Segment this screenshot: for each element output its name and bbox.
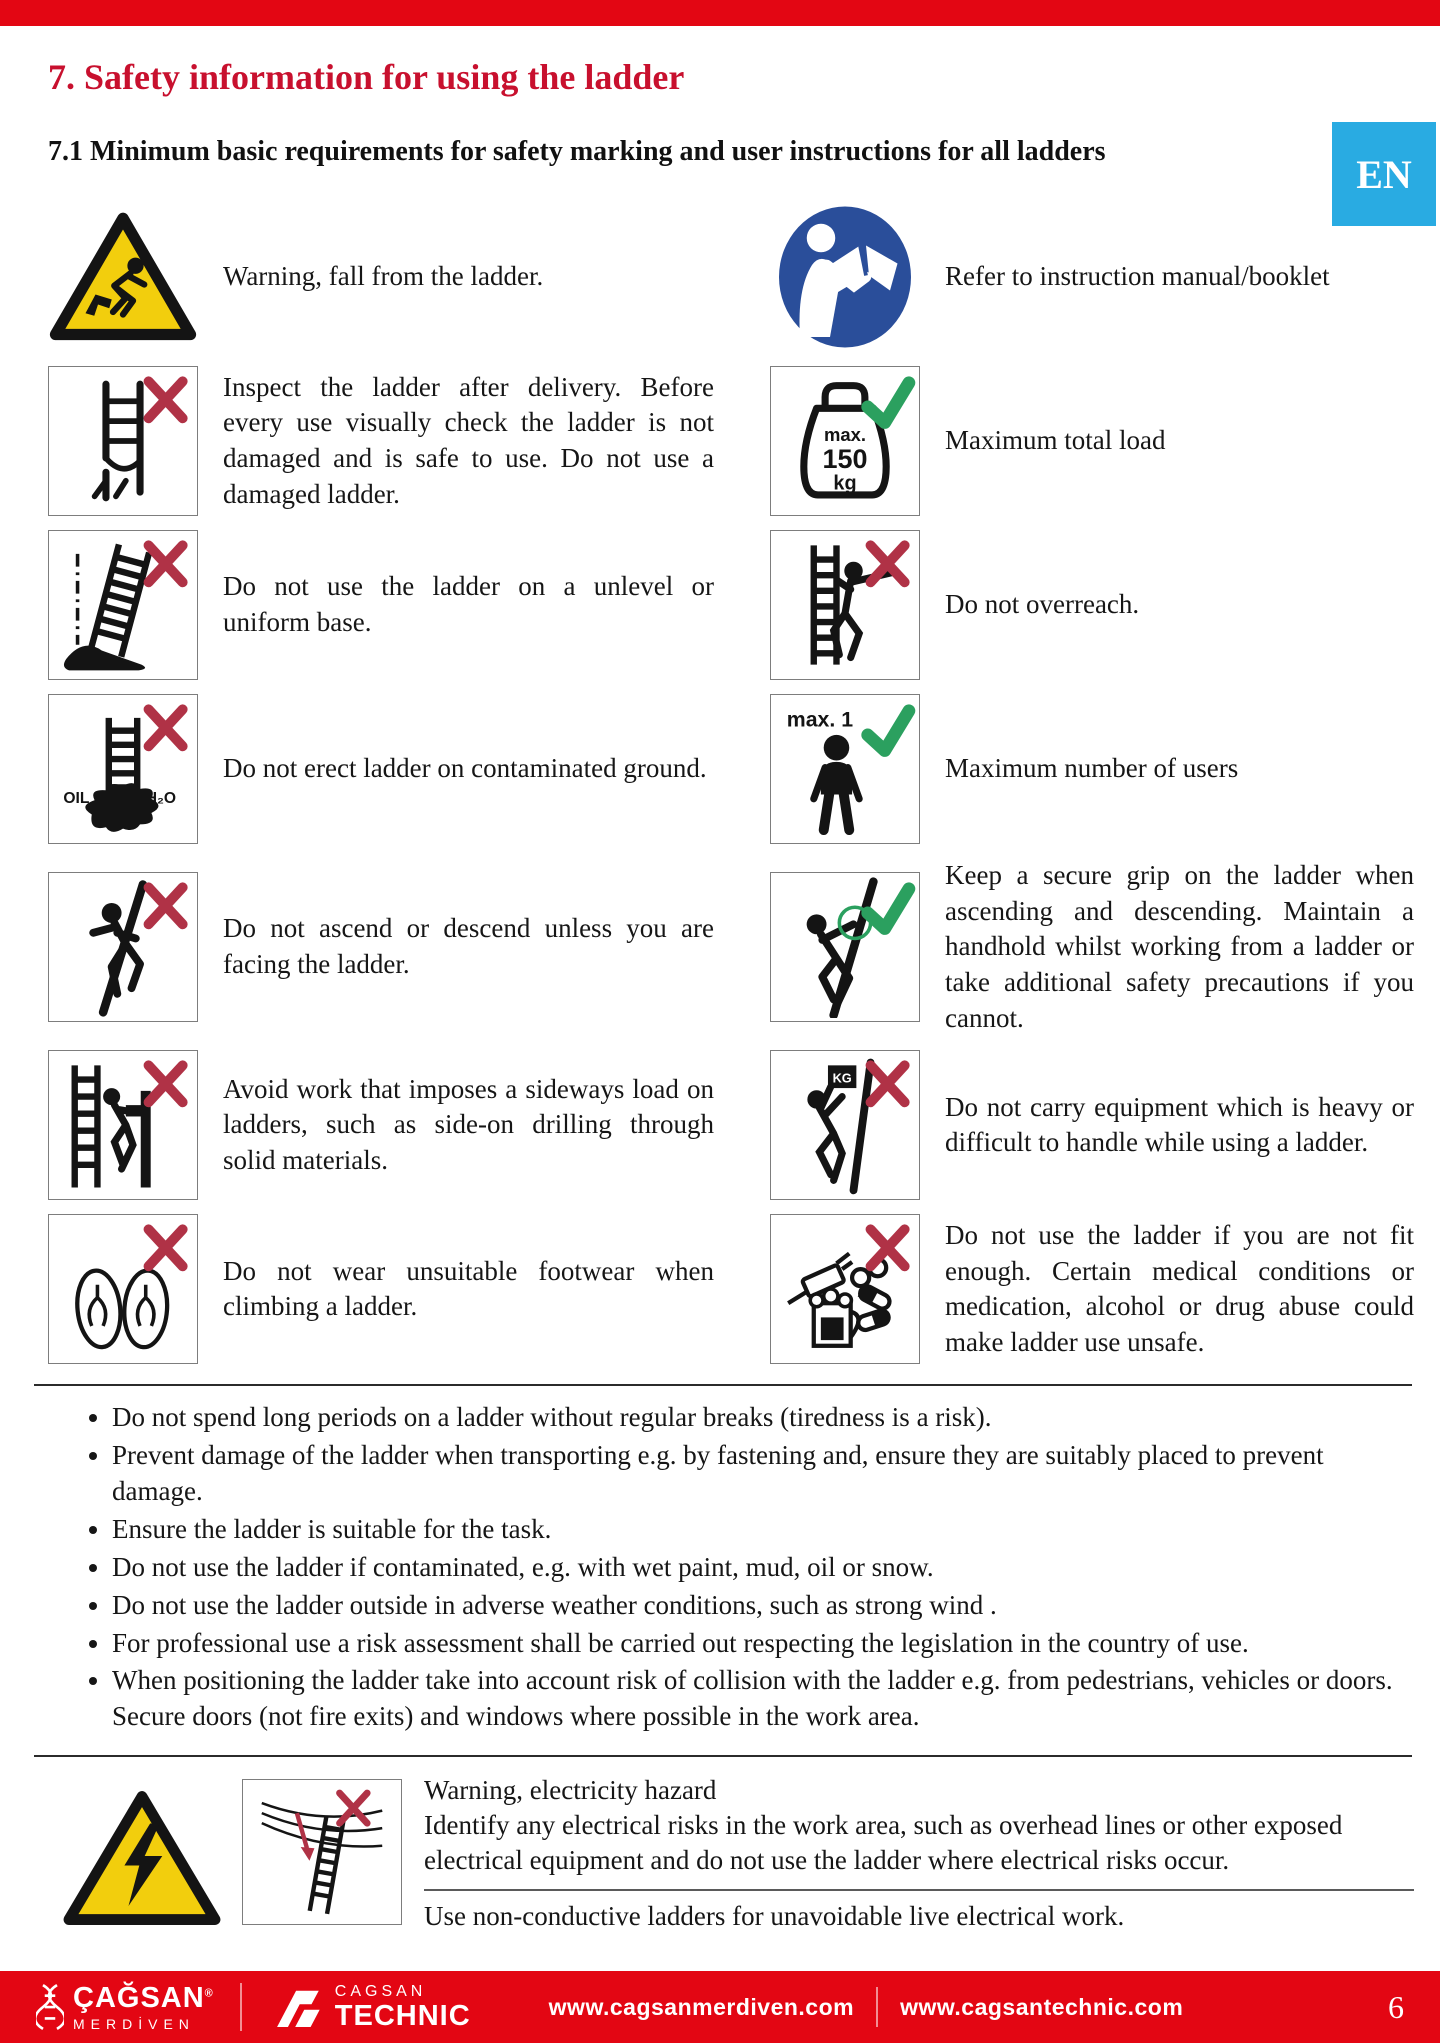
unlevel-base-icon <box>48 530 198 680</box>
safety-bullet-list <box>0 1400 1410 1735</box>
sign-text: Do not wear unsuitable footwear when climbing a ladder. <box>223 1255 714 1322</box>
section-subtitle: 7.1 Minimum basic requirements for safety marking and user instructions for all ladders <box>48 136 1106 167</box>
sign-text: Maximum number of users <box>945 753 1239 784</box>
bullet-item: • For professional use a risk assessment shall be carried out respecting the legislation in the country of use. <box>112 1626 1410 1662</box>
sign-row-max-load <box>770 366 1414 516</box>
bullet-item: • When positioning the ladder take into account risk of collision with the ladder e.g. from pedestrians, vehicles or doors. Secure doors (not fire exits) and windows where possible in the work area. <box>112 1663 1410 1735</box>
technic-logo-icon <box>268 1987 326 2027</box>
powerline-contact-icon <box>242 1779 402 1925</box>
brand2-bottom: TECHNIC <box>334 1999 471 2032</box>
page-number: 6 <box>1388 1988 1404 2025</box>
brand-name: ÇAĞSAN® <box>73 1981 214 2014</box>
sign-text: Avoid work that imposes a sideways load on ladders, such as side-on drilling through solid materials. <box>223 1073 714 1175</box>
footer-bar <box>0 1971 1440 2043</box>
sign-row-inspect <box>48 366 714 516</box>
sign-row-manual <box>770 202 1414 352</box>
max-users-label: max. 1 <box>786 707 854 732</box>
bullet-item: • Do not use the ladder if contaminated, e.g. with wet paint, mud, oil or snow. <box>112 1550 1410 1586</box>
language-tab <box>1332 122 1436 226</box>
sign-row-face-ladder <box>48 858 714 1036</box>
sign-row-overreach <box>770 530 1414 680</box>
weight-unit-label: kg <box>833 472 857 495</box>
unsuitable-footwear-icon <box>48 1214 198 1364</box>
sign-text: Maximum total load <box>945 425 1166 456</box>
safety-sign-grid <box>48 202 1414 1364</box>
overreach-icon <box>770 530 920 680</box>
divider <box>424 1889 1414 1891</box>
sign-row-footwear <box>48 1214 714 1364</box>
oil-label: OIL <box>63 790 90 808</box>
sign-row-contaminated <box>48 694 714 844</box>
weight-value-label: 150 <box>822 443 868 474</box>
unfit-condition-icon <box>770 1214 920 1364</box>
registered-mark: ® <box>204 1986 214 1999</box>
bullet-item: • Do not spend long periods on a ladder without regular breaks (tiredness is a risk). <box>112 1400 1410 1436</box>
sign-text: Inspect the ladder after delivery. Before every use visually check the ladder is not damaged and is safe to use. Do not use a damaged ladder. <box>223 371 714 509</box>
footer-divider <box>240 1983 242 2031</box>
helix-ladder-icon <box>36 1982 64 2032</box>
language-tab-label: EN <box>1356 151 1412 197</box>
weight-max-label: max. <box>823 424 867 445</box>
page-title: 7. Safety information for using the ladder <box>48 57 685 97</box>
sign-text: Do not use the ladder if you are not fit enough. Certain medical conditions or medication, alcohol or drug abuse could make ladder use unsafe. <box>945 1219 1414 1357</box>
bullet-item: • Do not use the ladder outside in adverse weather conditions, such as strong wind . <box>112 1588 1410 1624</box>
sign-text: Warning, fall from the ladder. <box>223 261 544 292</box>
divider <box>34 1384 1412 1386</box>
electricity-body: Identify any electrical risks in the work area, such as overhead lines or other exposed electrical equipment and do not use the ladder where electrical risks occur. <box>424 1810 1343 1876</box>
bullet-item: • Prevent damage of the ladder when transporting e.g. by fastening and, ensure they are suitably placed to prevent damage. <box>112 1438 1410 1510</box>
cagsan-merdiven-logo <box>36 1982 214 2032</box>
footer-divider <box>876 1987 878 2027</box>
kg-box-label: KG <box>832 1070 852 1086</box>
footer-urls <box>549 1987 1184 2027</box>
sign-row-unfit <box>770 1214 1414 1364</box>
sign-text: Do not carry equipment which is heavy or difficult to handle while using a ladder. <box>945 1091 1414 1158</box>
bullet-item: • Ensure the ladder is suitable for the task. <box>112 1512 1410 1548</box>
damaged-ladder-icon <box>48 366 198 516</box>
electricity-note: Use non-conductive ladders for unavoidable live electrical work. <box>424 1900 1125 1931</box>
max-load-icon <box>770 366 920 516</box>
sign-row-heavy-equipment <box>770 1050 1414 1200</box>
sign-row-secure-grip <box>770 858 1414 1036</box>
sign-row-unlevel <box>48 530 714 680</box>
website-merdiven: www.cagsanmerdiven.com <box>548 1993 855 2020</box>
sign-row-sideways <box>48 1050 714 1200</box>
electricity-warning-section <box>58 1773 1414 1933</box>
max-users-icon <box>770 694 920 844</box>
brand2-top: CAGSAN <box>334 1982 427 2000</box>
sign-text: Do not overreach. <box>945 589 1140 620</box>
sign-text: Do not erect ladder on contaminated ground. <box>223 753 707 784</box>
h2o-label: H₂O <box>145 790 177 808</box>
top-red-bar <box>0 0 1440 26</box>
refer-manual-icon <box>770 202 920 352</box>
sign-text: Do not use the ladder on a unlevel or uniform base. <box>223 571 714 637</box>
fall-warning-icon <box>48 202 198 352</box>
brand-subname: MERDİVEN <box>73 2015 195 2032</box>
cagsan-technic-logo <box>268 1984 471 2031</box>
sign-text: Do not ascend or descend unless you are facing the ladder. <box>223 913 714 980</box>
sideways-load-icon <box>48 1050 198 1200</box>
sign-row-fall <box>48 202 714 352</box>
electricity-heading: Warning, electricity hazard <box>424 1775 717 1806</box>
sign-text: Refer to instruction manual/booklet <box>945 261 1330 292</box>
contaminated-ground-icon <box>48 694 198 844</box>
divider <box>34 1755 1412 1757</box>
secure-grip-icon <box>770 872 920 1022</box>
heavy-equipment-icon <box>770 1050 920 1200</box>
face-ladder-icon <box>48 872 198 1022</box>
electricity-hazard-icon <box>58 1787 226 1929</box>
website-technic: www.cagsantechnic.com <box>900 1993 1184 2020</box>
sign-row-max-users <box>770 694 1414 844</box>
sign-text: Keep a secure grip on the ladder when ascending and descending. Maintain a handhold whilst working from a ladder or take additional safety precautions if you cannot. <box>945 860 1414 1033</box>
